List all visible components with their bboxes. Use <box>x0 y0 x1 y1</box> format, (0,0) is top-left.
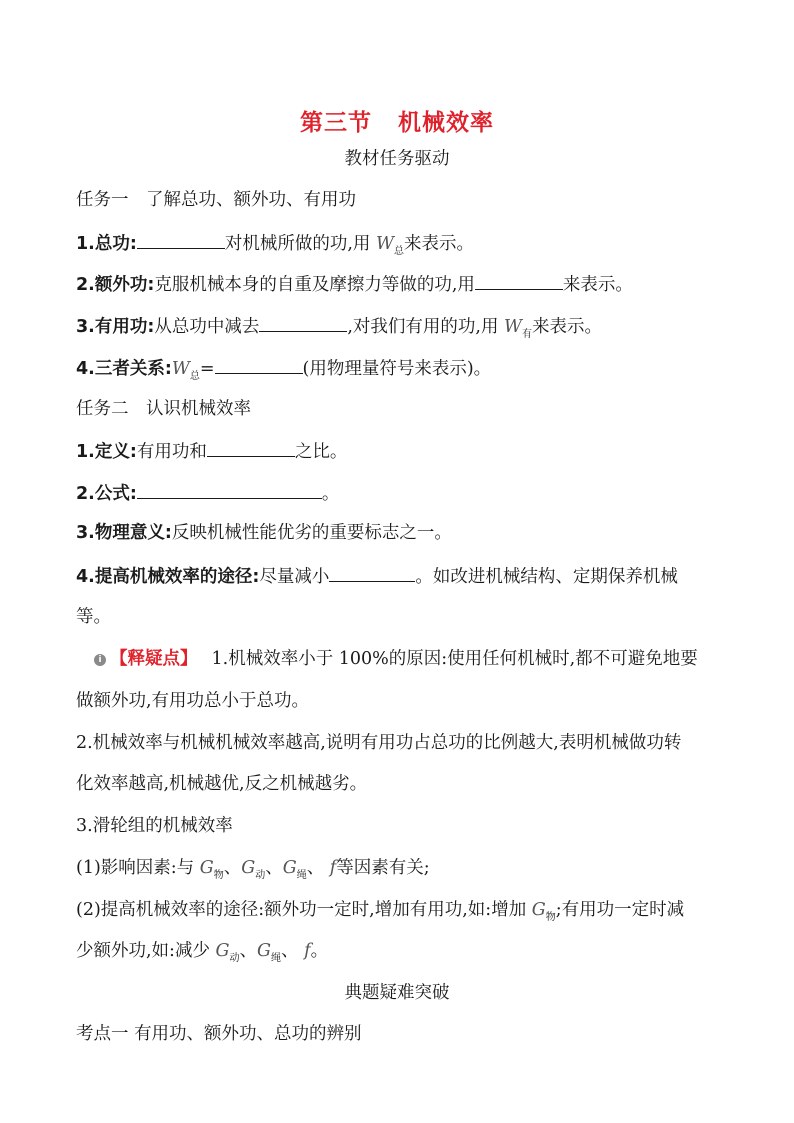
symbol-subscript: 总 <box>189 371 200 382</box>
kaodian-heading: 考点一 有用功、额外功、总功的辨别 <box>76 1024 362 1044</box>
symbol-g: G <box>531 900 546 920</box>
item-text-end: 之比。 <box>294 442 348 462</box>
item-text-end: 来表示。 <box>403 234 474 254</box>
symbol-subscript: 动 <box>229 953 240 964</box>
symbol-g: G <box>199 858 214 878</box>
hint-text: 1.机械效率小于 100%的原因:使用任何机械时,都不可避免地要 <box>211 649 698 669</box>
item-label: 1.总功: <box>76 234 137 254</box>
symbol-g: G <box>282 858 297 878</box>
item-text-end: 来表示。 <box>532 317 603 337</box>
symbol-subscript: 物 <box>213 870 224 881</box>
symbol-subscript: 物 <box>545 912 556 923</box>
hint-paragraph-5 <box>76 898 726 925</box>
symbol-g: G <box>215 941 230 961</box>
page-title <box>0 104 794 137</box>
task2-item-formula <box>76 480 726 506</box>
hint-paragraph-2-cont: 化效率越高,机械越优,反之机械越劣。 <box>76 774 368 794</box>
symbol-f: f <box>304 941 311 961</box>
item-label: 4.提高机械效率的途径: <box>76 567 260 587</box>
symbol-subscript: 动 <box>255 870 266 881</box>
fill-blank[interactable] <box>475 271 563 290</box>
task2-item-meaning <box>76 521 726 545</box>
task2-item-improve <box>76 563 726 589</box>
item-label: 3.物理意义: <box>76 523 172 543</box>
symbol-subscript: 有 <box>522 329 533 340</box>
fill-blank[interactable] <box>329 563 415 582</box>
section-number: 第三节 <box>300 110 372 136</box>
hint-text-end: 。 <box>310 941 329 961</box>
item-label: 3.有用功: <box>76 317 155 337</box>
section-heading-problems: 典题疑难突破 <box>344 983 450 1003</box>
hint-paragraph-2: 2.机械效率与机械机械效率越高,说明有用功占总功的比例越大,表明机械做功转 <box>76 733 682 753</box>
symbol-w: W <box>375 234 394 254</box>
fill-blank[interactable] <box>137 230 225 249</box>
separator: 、 <box>306 858 330 878</box>
hint-text: 少额外功,如:减少 <box>76 941 216 961</box>
fill-blank[interactable] <box>259 313 347 332</box>
hint-text-end: ;有用功一定时减 <box>555 900 685 920</box>
task1-item-total-work <box>76 230 726 259</box>
hint-text: (1)影响因素:与 <box>76 858 200 878</box>
symbol-subscript: 总 <box>393 246 404 257</box>
separator: 、 <box>281 941 305 961</box>
hint-paragraph-6 <box>76 939 726 966</box>
task2-item-improve-cont: 等。 <box>76 607 111 627</box>
item-text-end: 。 <box>321 484 340 504</box>
item-text-end: 。如改进机械结构、定期保养机械 <box>415 567 678 587</box>
task1-heading: 任务一 了解总功、额外功、有用功 <box>76 190 356 210</box>
item-text-end: 来表示。 <box>562 275 633 295</box>
hint-text: (2)提高机械效率的途径:额外功一定时,增加有用功,如:增加 <box>76 900 532 920</box>
item-text: 克服机械本身的自重及摩擦力等做的功,用 <box>154 275 475 295</box>
task1-item-extra-work <box>76 271 726 297</box>
equals-sign: = <box>199 359 215 379</box>
hint-text-end: 等因素有关; <box>336 858 430 878</box>
item-label: 1.定义: <box>76 442 137 462</box>
item-label: 2.公式: <box>76 484 137 504</box>
info-icon: i <box>94 654 106 666</box>
symbol-w: W <box>504 317 523 337</box>
separator: 、 <box>265 858 283 878</box>
item-text: 对机械所做的功,用 <box>224 234 376 254</box>
item-label: 2.额外功: <box>76 275 155 295</box>
section-title: 机械效率 <box>398 110 494 136</box>
item-text: 反映机械性能优劣的重要标志之一。 <box>171 523 452 543</box>
section-heading-textbook: 教材任务驱动 <box>344 149 450 169</box>
item-text-mid: ,对我们有用的功,用 <box>347 317 505 337</box>
symbol-w: W <box>171 359 190 379</box>
hint-paragraph-1-cont: 做额外功,有用功总小于总功。 <box>76 691 310 711</box>
symbol-subscript: 绳 <box>296 870 307 881</box>
symbol-subscript: 绳 <box>271 953 281 964</box>
hint-paragraph-1 <box>94 647 744 671</box>
item-text-end: (用物理量符号来表示)。 <box>302 359 492 379</box>
item-text: 从总功中减去 <box>154 317 260 337</box>
symbol-g: G <box>241 858 256 878</box>
hint-paragraph-4 <box>76 856 726 883</box>
task1-item-relation <box>76 355 726 384</box>
task1-item-useful-work <box>76 313 726 342</box>
symbol-g: G <box>257 941 271 961</box>
task2-heading: 任务二 认识机械效率 <box>76 399 251 419</box>
hint-paragraph-3: 3.滑轮组的机械效率 <box>76 816 233 836</box>
item-text: 有用功和 <box>136 442 207 462</box>
item-text: 尽量减小 <box>259 567 330 587</box>
separator: 、 <box>239 941 258 961</box>
fill-blank[interactable] <box>207 438 295 457</box>
task2-item-definition <box>76 438 726 464</box>
item-label: 4.三者关系: <box>76 359 172 379</box>
fill-blank[interactable] <box>215 355 303 374</box>
separator: 、 <box>223 858 242 878</box>
hint-label: 【释疑点】 <box>110 649 198 669</box>
symbol-f: f <box>329 858 337 878</box>
fill-blank[interactable] <box>137 480 322 499</box>
